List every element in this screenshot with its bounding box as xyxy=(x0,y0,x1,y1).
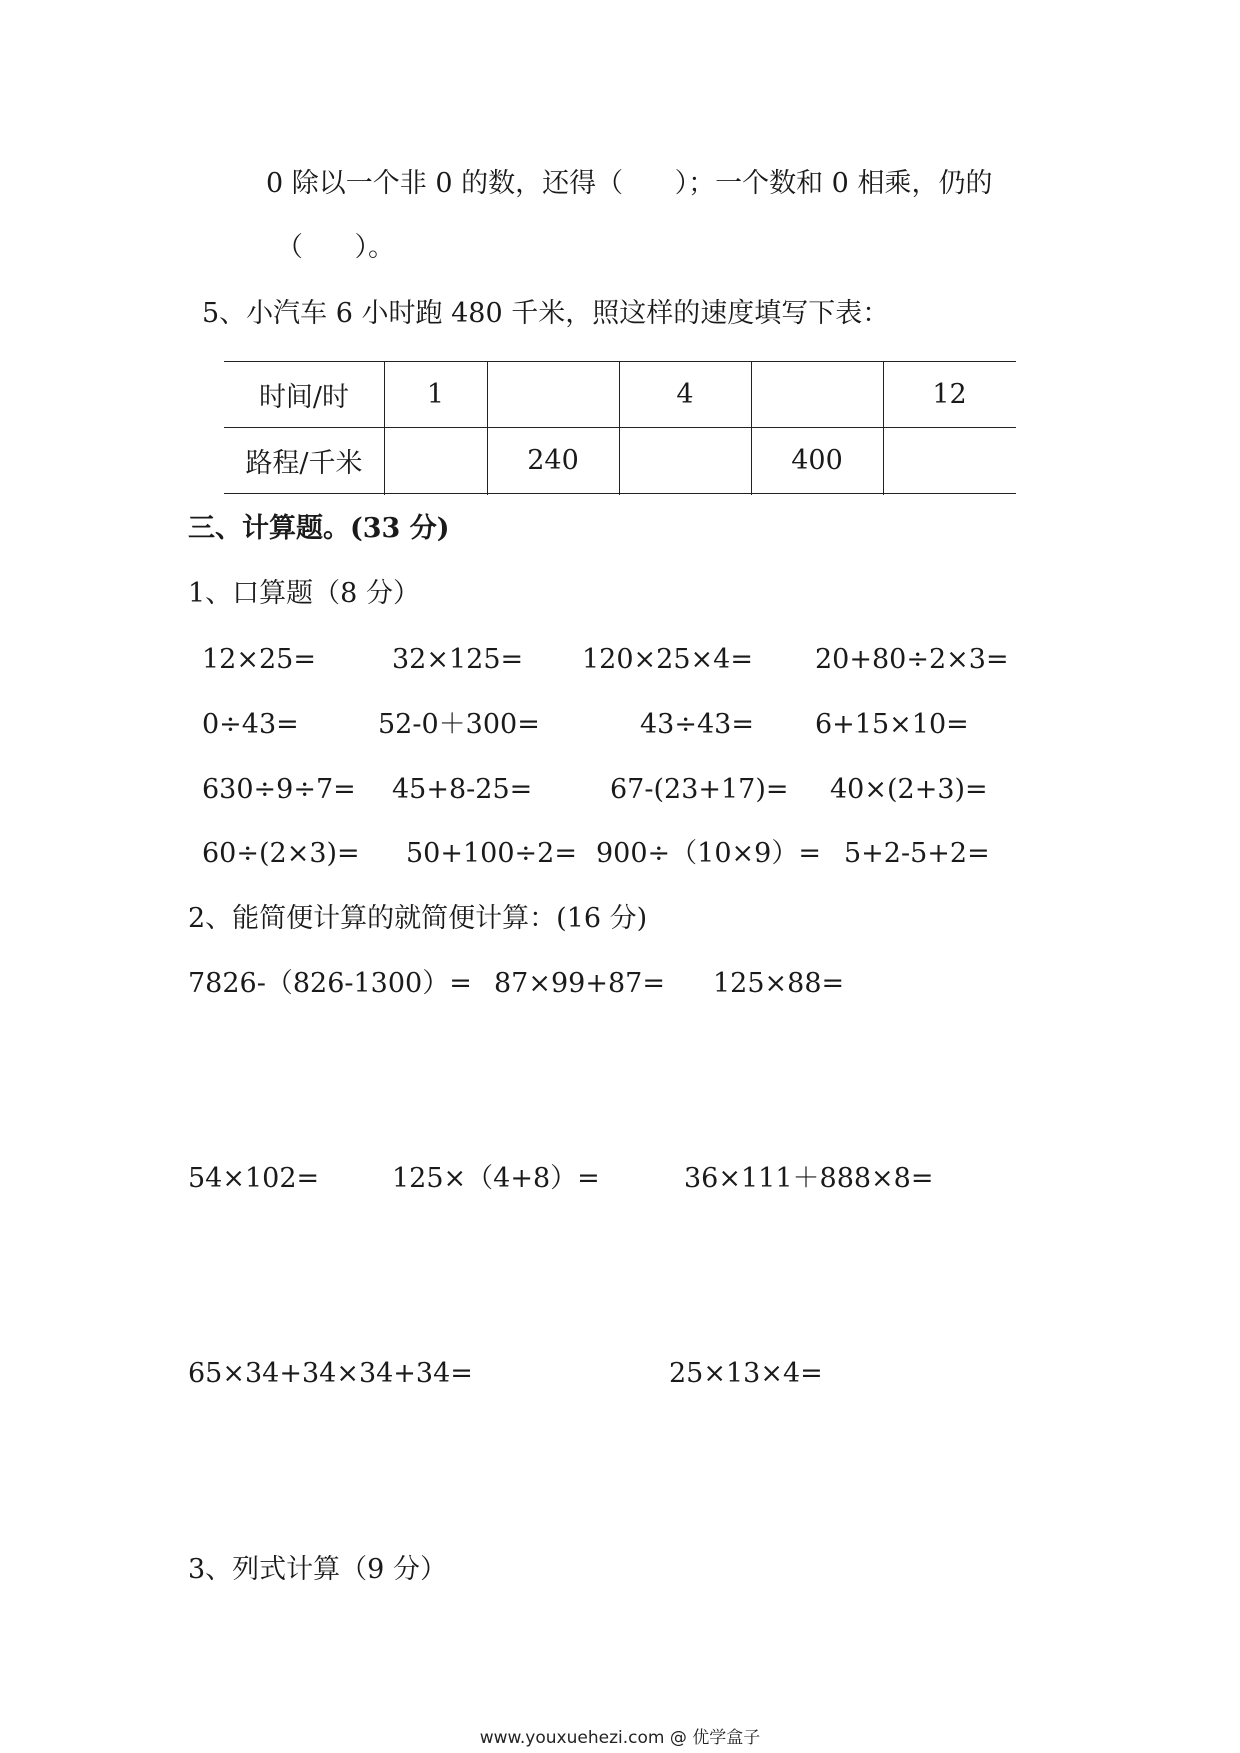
table-bottom-line xyxy=(224,493,1016,494)
footer-watermark: www.youxuehezi.com @ 优学盒子 xyxy=(479,1728,761,1748)
part1-title: 1、口算题（8 分） xyxy=(188,578,420,609)
table-cell: 240 xyxy=(527,444,579,476)
speed-table xyxy=(224,361,1016,495)
table-cell xyxy=(883,427,1016,493)
calc-problem: 125×（4+8）= xyxy=(392,1163,600,1194)
table-cell: 12 xyxy=(932,378,967,410)
oral-problem: 12×25= xyxy=(202,644,316,675)
q5-text: 5、小汽车 6 小时跑 480 千米，照这样的速度填写下表： xyxy=(202,298,890,329)
oral-problem: 0÷43= xyxy=(202,709,299,740)
table-cell: 4 xyxy=(676,378,694,410)
calc-problem: 87×99+87= xyxy=(494,968,665,999)
oral-problem: 20+80÷2×3= xyxy=(815,644,1009,675)
calc-problem: 54×102= xyxy=(188,1163,320,1194)
oral-problem: 50+100÷2= xyxy=(406,838,577,869)
table-cell: 400 xyxy=(791,444,843,476)
oral-problem: 40×(2+3)= xyxy=(830,774,988,805)
table-row-label-time: 时间/时 xyxy=(258,381,350,413)
calc-problem: 7826-（826-1300）= xyxy=(188,968,472,999)
oral-problem: 43÷43= xyxy=(640,709,754,740)
table-cell xyxy=(384,427,487,493)
calc-problem: 65×34+34×34+34= xyxy=(188,1358,473,1389)
table-row-label-distance: 路程/千米 xyxy=(245,447,363,479)
oral-problem: 67-(23+17)= xyxy=(610,774,789,805)
oral-problem: 900÷（10×9）= xyxy=(596,838,821,869)
table-cell xyxy=(751,361,883,427)
calc-problem: 25×13×4= xyxy=(669,1358,823,1389)
oral-problem: 630÷9÷7= xyxy=(202,774,356,805)
q4-line2: （ ）。 xyxy=(276,232,395,263)
q4-line1: 0 除以一个非 0 的数，还得（ ）；一个数和 0 相乘，仍的 xyxy=(266,168,993,199)
oral-problem: 6+15×10= xyxy=(815,709,969,740)
part2-title: 2、能简便计算的就简便计算：(16 分) xyxy=(188,903,648,934)
calc-problem: 125×88= xyxy=(713,968,845,999)
table-cell xyxy=(487,361,619,427)
table-cell xyxy=(619,427,751,493)
oral-problem: 52-0＋300= xyxy=(378,709,540,740)
calc-problem: 36×111＋888×8= xyxy=(684,1163,934,1194)
oral-problem: 60÷(2×3)= xyxy=(202,838,360,869)
table-cell: 1 xyxy=(426,378,445,410)
oral-problem: 32×125= xyxy=(392,644,524,675)
section-title: 三、计算题。(33 分) xyxy=(188,513,450,544)
oral-problem: 45+8-25= xyxy=(392,774,533,805)
oral-problem: 120×25×4= xyxy=(582,644,753,675)
part3-title: 3、列式计算（9 分） xyxy=(188,1554,447,1585)
oral-problem: 5+2-5+2= xyxy=(844,838,990,869)
